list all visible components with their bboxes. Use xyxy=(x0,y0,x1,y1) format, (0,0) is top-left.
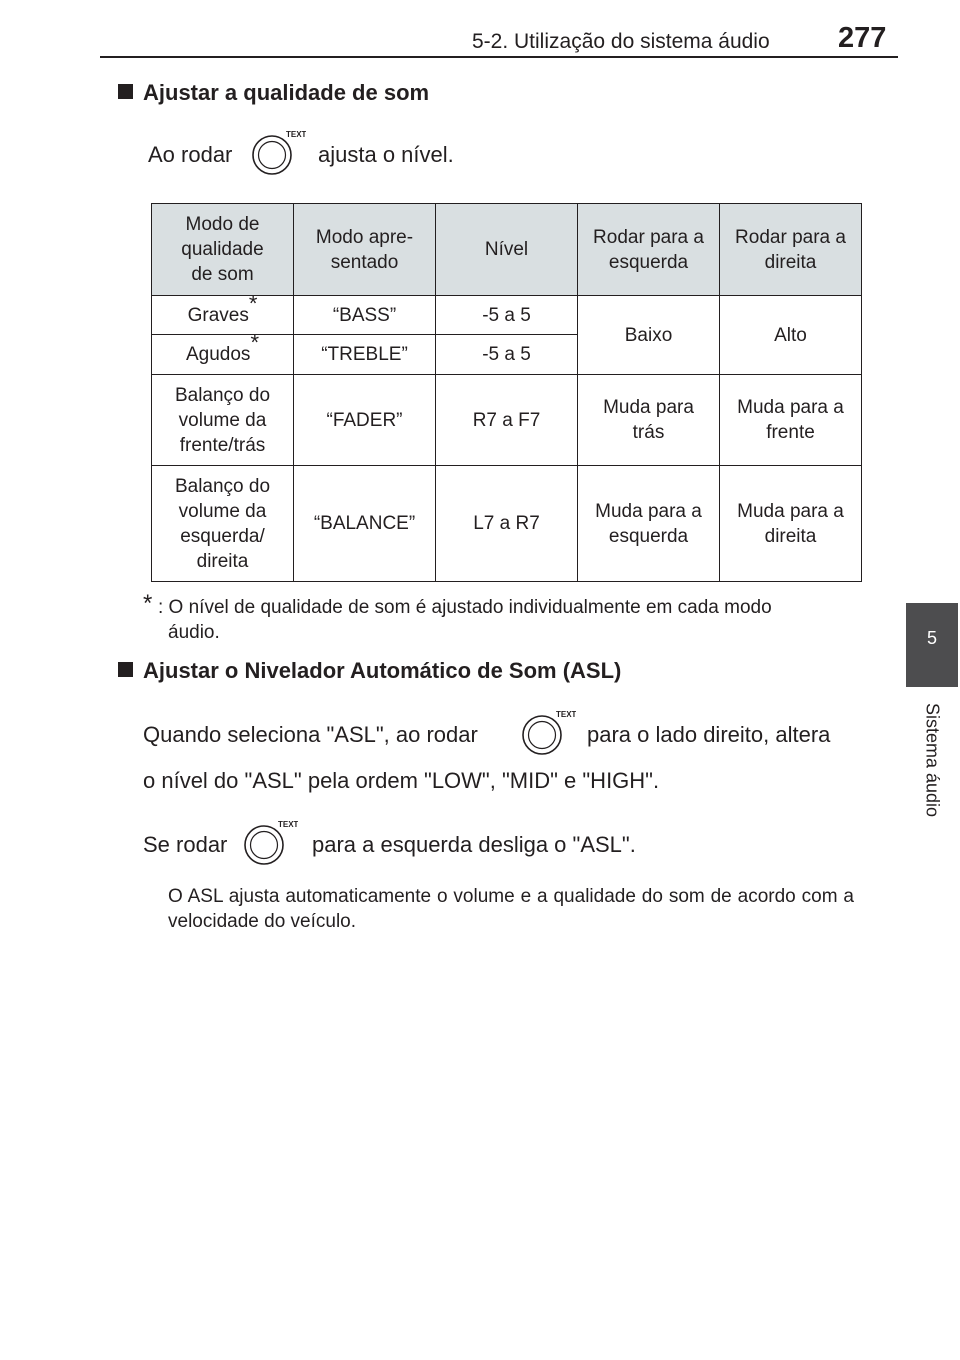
col-header-level: Nível xyxy=(436,204,578,296)
footnote-line-2: áudio. xyxy=(168,622,220,643)
cell-level: -5 a 5 xyxy=(436,335,578,375)
asl-line-3-before: Se rodar xyxy=(143,832,228,857)
square-bullet-icon xyxy=(118,662,133,677)
chapter-tab-number: 5 xyxy=(926,628,937,648)
asl-line-2: o nível do "ASL" pela ordem "LOW", "MID" e "HIGH". xyxy=(143,768,660,793)
page-number: 277 xyxy=(838,22,887,54)
square-bullet-icon xyxy=(118,84,133,99)
col-header-left: Rodar para a esquerda xyxy=(578,204,720,296)
tune-knob-icon xyxy=(252,128,306,176)
cell-mode: Balanço do volume da frente/trás xyxy=(152,375,294,466)
col-header-shown: Modo apre- sentado xyxy=(294,204,436,296)
cell-shown: “BALANCE” xyxy=(294,466,436,582)
cell-right-merged: Alto xyxy=(720,296,862,375)
tune-knob-icon xyxy=(522,708,576,756)
cell-shown: “BASS” xyxy=(294,296,436,335)
cell-right: Muda para a direita xyxy=(720,466,862,582)
cell-mode: Agudos* xyxy=(152,335,294,375)
section-heading-asl: Ajustar o Nivelador Automático de Som (ASL) xyxy=(118,658,621,684)
intro-text-after: ajusta o nível. xyxy=(318,142,454,167)
cell-left: Muda para a esquerda xyxy=(578,466,720,582)
footnote-mark: * xyxy=(143,590,153,617)
asl-line-3-after: para a esquerda desliga o "ASL". xyxy=(312,832,636,857)
col-header-mode: Modo de qualidade de som xyxy=(152,204,294,296)
cell-level: R7 a F7 xyxy=(436,375,578,466)
cell-shown: “TREBLE” xyxy=(294,335,436,375)
cell-left-merged: Baixo xyxy=(578,296,720,375)
col-header-right: Rodar para a direita xyxy=(720,204,862,296)
asl-note: O ASL ajusta automaticamente o volume e a qualidade do som de acordo com a velocidade do veículo. xyxy=(168,886,854,932)
cell-mode: Balanço do volume da esquerda/ direita xyxy=(152,466,294,582)
table-header-row xyxy=(152,204,862,296)
svg-text:TEXT: TEXT xyxy=(286,130,306,139)
section-heading-sound-quality: Ajustar a qualidade de som xyxy=(118,80,429,106)
header-section-title: 5-2. Utilização do sistema áudio xyxy=(472,30,770,53)
footnote-line-1: : O nível de qualidade de som é ajustado individualmente em cada modo xyxy=(158,597,772,618)
table-row xyxy=(152,375,862,466)
tune-knob-icon xyxy=(244,818,298,866)
cell-shown: “FADER” xyxy=(294,375,436,466)
intro-text-before: Ao rodar xyxy=(148,142,233,167)
asl-line-1-after: para o lado direito, altera xyxy=(587,722,831,747)
cell-left: Muda para trás xyxy=(578,375,720,466)
cell-mode: Graves* xyxy=(152,296,294,335)
chapter-tab-label: Sistema áudio xyxy=(922,702,943,818)
cell-right: Muda para a frente xyxy=(720,375,862,466)
asl-line-1-before: Quando seleciona "ASL", ao rodar xyxy=(143,722,478,747)
table-row xyxy=(152,466,862,582)
table-row xyxy=(152,296,862,335)
svg-text:TEXT: TEXT xyxy=(278,820,298,829)
cell-level: -5 a 5 xyxy=(436,296,578,335)
header-rule xyxy=(100,56,898,58)
cell-level: L7 a R7 xyxy=(436,466,578,582)
svg-text:TEXT: TEXT xyxy=(556,710,576,719)
sound-quality-table xyxy=(151,203,862,582)
